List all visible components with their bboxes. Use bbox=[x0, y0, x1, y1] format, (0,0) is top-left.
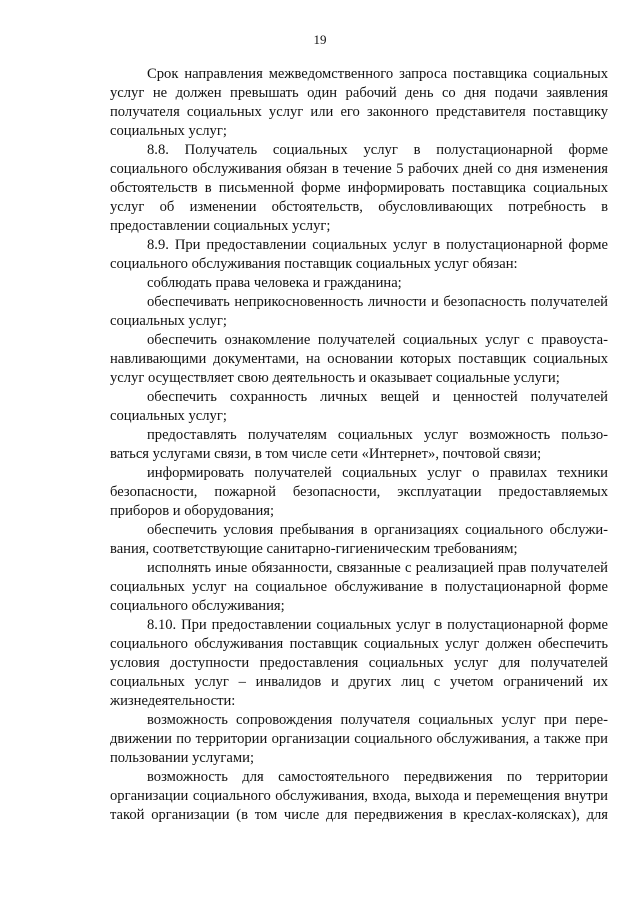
paragraph-8-9: 8.9. При предоставлении социальных услуг в полустационарной форме социального обслуживания поставщик социальных услуг обязан: bbox=[110, 237, 608, 272]
list-item-other-duties: исполнять иные обязанности, связанные с реализацией прав получателей социальных услуг на социальное обслуживание в полустационарной форме социального обслуживания; bbox=[110, 560, 608, 614]
document-body bbox=[110, 65, 608, 825]
list-item-personal-safety: обеспечивать неприкосновенность личности и безопасность получателей социальных услуг; bbox=[110, 294, 608, 329]
list-item-documents-familiarization: обеспечить ознакомление получателей социальных услуг с правоуста-навливающими документами, на основании которых поставщик социальных услуг осуществляет свою деятельность и оказывает социальные услуги; bbox=[110, 332, 608, 386]
list-item-sanitary-conditions: обеспечить условия пребывания в организациях социального обслужи-вания, соответствующие санитарно-гигиеническим требованиям; bbox=[110, 522, 608, 557]
list-item-communication-services: предоставлять получателям социальных услуг возможность пользо-ваться услугами связи, в том числе сети «Интернет», почтовой связи; bbox=[110, 427, 608, 462]
list-item-human-rights: соблюдать права человека и гражданина; bbox=[147, 275, 402, 291]
list-item-safety-rules: информировать получателей социальных услуг о правилах техники безопасности, пожарной безопасности, эксплуатации предоставляемых приборов и оборудования; bbox=[110, 465, 608, 519]
list-item-independent-movement: возможность для самостоятельного передвижения по территории организации социального обслуживания, входа, выхода и перемещения внутри такой организации (в том числе для передвижения в креслах-колясках), для bbox=[110, 769, 608, 823]
list-item-escort: возможность сопровождения получателя социальных услуг при пере-движении по территории организации социального обслуживания, а также при пользовании услугами; bbox=[110, 712, 608, 766]
page-number: 19 bbox=[313, 32, 327, 47]
list-item-belongings-safety: обеспечить сохранность личных вещей и ценностей получателей социальных услуг; bbox=[110, 389, 608, 424]
paragraph-8-8: 8.8. Получатель социальных услуг в полустационарной форме социального обслуживания обязан в течение 5 рабочих дней со дня изменения обстоятельств в письменной форме информировать поставщика социальных услуг об изменении обстоятельств, обусловливающих потребность в предоставлении социальных услуг; bbox=[110, 142, 608, 234]
paragraph-8-10: 8.10. При предоставлении социальных услуг в полустационарной форме социального обслуживания поставщик социальных услуг должен обеспечить условия доступности предоставления социальных услуг для получателей социальных услуг – инвалидов и других лиц с учетом ограничений их жизнедеятельности: bbox=[110, 617, 608, 709]
paragraph-request-deadline: Срок направления межведомственного запроса поставщика социальных услуг не должен превышать один рабочий день со дня подачи заявления получателя социальных услуг или его законного представителя поставщику социальных услуг; bbox=[110, 66, 608, 139]
